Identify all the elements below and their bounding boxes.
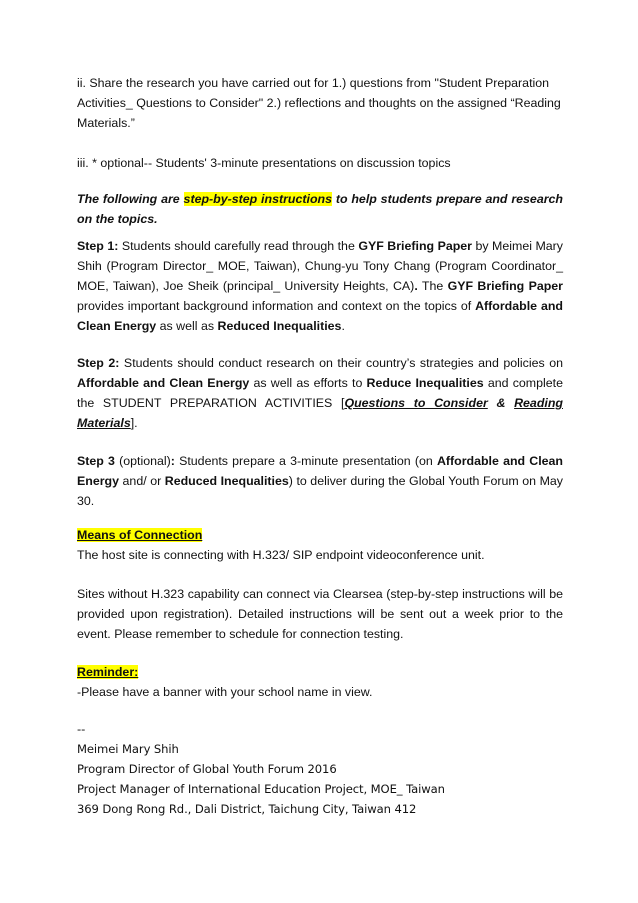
signature-title1: Program Director of Global Youth Forum 2016	[77, 762, 337, 776]
intro-paragraph: The following are step-by-step instructions to help students prepare and research on the topics.	[77, 192, 563, 226]
questions-to-consider-link[interactable]: Questions to Consider	[344, 396, 488, 410]
step1-paragraph: Step 1: Students should carefully read through the GYF Briefing Paper by Meimei Mary Shih (Program Director_ MOE, Taiwan), Chung-yu Tony Chang (Program Coordinator_ MOE, Taiwan), Joe Sheik (principal_ University Heights, CA). The GYF Briefing Paper provides important background information and context on the topics of Affordable and Clean Energy as well as Reduced Inequalities.	[77, 239, 564, 333]
signature-separator: --	[77, 722, 86, 736]
item-ii-paragraph	[77, 73, 563, 133]
reminder-heading-line	[77, 662, 563, 682]
step2-label: Step 2:	[77, 356, 120, 370]
item-iii-paragraph	[77, 153, 563, 173]
step1-label: Step 1:	[77, 239, 119, 253]
means-paragraph2: Sites without H.323 capability can connect via Clearsea (step-by-step instructions will be provided upon registration). Detailed instructions will be sent out a week prior to the event. Please remember to schedule for connection testing.	[77, 587, 563, 641]
signature-title2: Project Manager of International Education Project, MOE_ Taiwan	[77, 782, 445, 796]
item-ii-text: ii. Share the research you have carried out for 1.) questions from "Student Preparation Activities_ Questions to Consider" 2.) reflections and thoughts on the assigned “Reading Materials.”	[77, 76, 561, 130]
briefing-paper-ref-2: GYF Briefing Paper	[447, 279, 564, 293]
means-of-connection-heading: Means of Connection	[77, 528, 203, 542]
reminder-heading: Reminder:	[77, 665, 139, 679]
briefing-paper-ref-1: GYF Briefing Paper	[358, 239, 473, 253]
means-line1: The host site is connecting with H.323/ SIP endpoint videoconference unit.	[77, 548, 485, 562]
intro-highlight: step-by-step instructions	[183, 192, 332, 206]
reminder-line1: -Please have a banner with your school name in view.	[77, 685, 373, 699]
step3-paragraph: Step 3 (optional): Students prepare a 3-minute presentation (on Affordable and Clean Energy and/ or Reduced Inequalities) to deliver during the Global Youth Forum on May 30.	[77, 454, 564, 508]
item-iii-text: iii. * optional-- Students' 3-minute presentations on discussion topics	[77, 156, 451, 170]
step3-label: Step 3	[77, 454, 115, 468]
signature-name: Meimei Mary Shih	[77, 742, 179, 756]
step2-paragraph: Step 2: Students should conduct research on their country’s strategies and policies on Affordable and Clean Energy as well as efforts to Reduce Inequalities and complete the STUDENT PREPARATION ACTIVITIES [Questions to Consider & Reading Materials].	[77, 356, 563, 430]
means-heading-line	[77, 525, 563, 545]
reading-materials-link[interactable]: Reading Materials	[77, 396, 563, 430]
signature-address: 369 Dong Rong Rd., Dali District, Taichung City, Taiwan 412	[77, 802, 417, 816]
